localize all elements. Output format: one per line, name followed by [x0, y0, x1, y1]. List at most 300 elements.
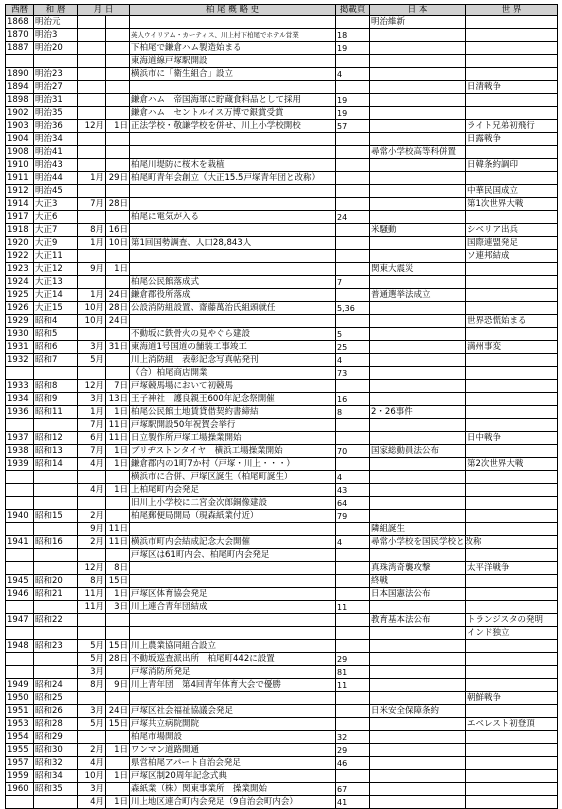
era-cell: 昭和6	[34, 341, 78, 354]
event-cell: 森紙業（株）関東事業所 操業開始	[130, 783, 336, 796]
page-cell	[336, 549, 370, 562]
year-cell: 1922	[6, 250, 34, 263]
month-cell: 8月	[78, 575, 106, 588]
era-cell	[34, 497, 78, 510]
month-cell: 1月	[78, 406, 106, 419]
world-cell	[466, 744, 558, 757]
japan-cell	[370, 185, 466, 198]
month-cell: 1月	[78, 172, 106, 185]
event-cell: 王子神社 護良親王600年記念祭開催	[130, 393, 336, 406]
event-cell	[130, 692, 336, 705]
event-cell: 柏尾市場開設	[130, 731, 336, 744]
month-cell	[78, 16, 106, 29]
japan-cell: 国家総動員法公布	[370, 445, 466, 458]
header-row	[6, 5, 558, 16]
world-cell	[466, 42, 558, 55]
table-row	[6, 341, 558, 354]
era-cell: 昭和29	[34, 731, 78, 744]
japan-cell: 2・26事件	[370, 406, 466, 419]
table-row	[6, 679, 558, 692]
event-cell: 正法学校・敬謙学校を併せ、川上小学校開校	[130, 120, 336, 133]
page-cell	[336, 81, 370, 94]
japan-cell	[370, 159, 466, 172]
event-cell: 戸塚区制20周年記念式典	[130, 770, 336, 783]
month-cell	[78, 107, 106, 120]
day-cell: 1日	[106, 796, 130, 809]
event-cell: 柏尾に電気が入る	[130, 211, 336, 224]
day-cell	[106, 185, 130, 198]
era-cell: 大正13	[34, 276, 78, 289]
year-cell: 1936	[6, 406, 34, 419]
day-cell: 1日	[106, 744, 130, 757]
month-cell	[78, 68, 106, 81]
year-cell: 1939	[6, 458, 34, 471]
year-cell: 1920	[6, 237, 34, 250]
era-cell	[34, 549, 78, 562]
world-cell	[466, 419, 558, 432]
month-cell	[78, 42, 106, 55]
table-row	[6, 562, 558, 575]
year-cell: 1948	[6, 640, 34, 653]
japan-cell	[370, 198, 466, 211]
table-row	[6, 536, 558, 549]
page-cell: 57	[336, 120, 370, 133]
event-cell	[130, 16, 336, 29]
month-cell	[78, 250, 106, 263]
era-cell: 昭和12	[34, 432, 78, 445]
year-cell: 1946	[6, 588, 34, 601]
table-row	[6, 523, 558, 536]
table-row	[6, 263, 558, 276]
year-cell: 1929	[6, 315, 34, 328]
page-cell: 4	[336, 471, 370, 484]
table-row	[6, 159, 558, 172]
era-cell: 昭和32	[34, 757, 78, 770]
japan-cell	[370, 640, 466, 653]
world-cell	[466, 770, 558, 783]
year-cell: 1953	[6, 718, 34, 731]
world-cell: 中華民国成立	[466, 185, 558, 198]
year-cell: 1931	[6, 341, 34, 354]
month-cell: 2月	[78, 744, 106, 757]
event-cell: ブリヂストンタイヤ 横浜工場操業開始	[130, 445, 336, 458]
year-cell	[6, 419, 34, 432]
year-cell: 1938	[6, 445, 34, 458]
table-row	[6, 627, 558, 640]
table-row	[6, 640, 558, 653]
world-cell	[466, 640, 558, 653]
day-cell	[106, 627, 130, 640]
month-cell: 10月	[78, 315, 106, 328]
month-cell	[78, 159, 106, 172]
page-cell	[336, 198, 370, 211]
month-cell: 5月	[78, 354, 106, 367]
table-row	[6, 276, 558, 289]
era-cell	[34, 627, 78, 640]
table-row	[6, 458, 558, 471]
japan-cell	[370, 315, 466, 328]
page-cell: 79	[336, 510, 370, 523]
japan-cell	[370, 211, 466, 224]
event-cell	[130, 523, 336, 536]
world-cell: 世界恐慌始まる	[466, 315, 558, 328]
page-cell	[336, 640, 370, 653]
header-japanese-era: 和 暦	[34, 5, 78, 16]
header-world: 世 界	[466, 5, 558, 16]
page-cell	[336, 159, 370, 172]
world-cell	[466, 575, 558, 588]
event-cell: 柏尾公民館落成式	[130, 276, 336, 289]
day-cell: 1日	[106, 484, 130, 497]
japan-cell	[370, 302, 466, 315]
day-cell: 24日	[106, 705, 130, 718]
year-cell: 1923	[6, 263, 34, 276]
japan-cell	[370, 341, 466, 354]
era-cell: 昭和25	[34, 692, 78, 705]
day-cell	[106, 328, 130, 341]
world-cell	[466, 588, 558, 601]
world-cell	[466, 471, 558, 484]
world-cell	[466, 380, 558, 393]
day-cell: 11日	[106, 419, 130, 432]
event-cell: （合）柏尾商店開業	[130, 367, 336, 380]
day-cell	[106, 510, 130, 523]
year-cell: 1908	[6, 146, 34, 159]
japan-cell	[370, 497, 466, 510]
year-cell: 1902	[6, 107, 34, 120]
year-cell: 1930	[6, 328, 34, 341]
world-cell	[466, 484, 558, 497]
day-cell: 3日	[106, 601, 130, 614]
world-cell	[466, 445, 558, 458]
table-row	[6, 471, 558, 484]
era-cell: 明治41	[34, 146, 78, 159]
event-cell	[130, 627, 336, 640]
japan-cell	[370, 55, 466, 68]
world-cell	[466, 263, 558, 276]
page-cell	[336, 16, 370, 29]
japan-cell	[370, 237, 466, 250]
page-cell	[336, 55, 370, 68]
page-cell: 29	[336, 653, 370, 666]
table-row	[6, 393, 558, 406]
table-row	[6, 705, 558, 718]
day-cell	[106, 159, 130, 172]
page-cell: 11	[336, 601, 370, 614]
japan-cell	[370, 250, 466, 263]
event-cell	[130, 315, 336, 328]
world-cell	[466, 94, 558, 107]
era-cell: 昭和28	[34, 718, 78, 731]
day-cell: 24日	[106, 315, 130, 328]
year-cell	[6, 653, 34, 666]
month-cell: 9月	[78, 523, 106, 536]
world-cell: 日露戦争	[466, 133, 558, 146]
page-cell: 81	[336, 666, 370, 679]
page-cell	[336, 523, 370, 536]
event-cell	[130, 263, 336, 276]
page-cell: 19	[336, 107, 370, 120]
day-cell	[106, 146, 130, 159]
world-cell: 第1次世界大戦	[466, 198, 558, 211]
page-cell	[336, 562, 370, 575]
month-cell	[78, 94, 106, 107]
event-cell: 戸塚区体育協会発足	[130, 588, 336, 601]
japan-cell	[370, 458, 466, 471]
era-cell: 昭和24	[34, 679, 78, 692]
month-cell: 3月	[78, 783, 106, 796]
era-cell: 明治44	[34, 172, 78, 185]
world-cell	[466, 16, 558, 29]
event-cell: 戸塚共立病院開院	[130, 718, 336, 731]
table-row	[6, 575, 558, 588]
event-cell: 川上農業協同組合設立	[130, 640, 336, 653]
japan-cell	[370, 744, 466, 757]
day-cell: 13日	[106, 393, 130, 406]
page-cell	[336, 770, 370, 783]
year-cell: 1954	[6, 731, 34, 744]
month-cell	[78, 692, 106, 705]
year-cell	[6, 796, 34, 809]
page-cell	[336, 588, 370, 601]
japan-cell	[370, 393, 466, 406]
japan-cell	[370, 627, 466, 640]
event-cell: 鎌倉ハム 帝国海軍に貯蔵食料品として採用	[130, 94, 336, 107]
event-cell: 柏尾郵便局開局（現森紙業付近）	[130, 510, 336, 523]
page-cell: 41	[336, 796, 370, 809]
world-cell	[466, 302, 558, 315]
japan-cell: 日本国憲法公布	[370, 588, 466, 601]
page-cell: 4	[336, 68, 370, 81]
era-cell	[34, 666, 78, 679]
japan-cell	[370, 471, 466, 484]
japan-cell	[370, 653, 466, 666]
month-cell: 2月	[78, 536, 106, 549]
page-cell: 46	[336, 757, 370, 770]
japan-cell	[370, 120, 466, 133]
table-row	[6, 289, 558, 302]
table-row	[6, 367, 558, 380]
page-cell: 70	[336, 445, 370, 458]
year-cell: 1924	[6, 276, 34, 289]
japan-cell: 米騒動	[370, 224, 466, 237]
header-western-year: 西暦	[6, 5, 34, 16]
world-cell: エベレスト初登頂	[466, 718, 558, 731]
header-month-day: 月 日	[78, 5, 130, 16]
japan-cell	[370, 42, 466, 55]
table-row	[6, 770, 558, 783]
japan-cell: 真珠湾奇襲攻撃	[370, 562, 466, 575]
month-cell: 1月	[78, 289, 106, 302]
month-cell: 2月	[78, 510, 106, 523]
era-cell: 大正3	[34, 198, 78, 211]
table-row	[6, 484, 558, 497]
world-cell: シベリア出兵	[466, 224, 558, 237]
event-cell: 横浜市に合併、戸塚区誕生（柏尾町誕生）	[130, 471, 336, 484]
japan-cell	[370, 107, 466, 120]
era-cell: 明治43	[34, 159, 78, 172]
year-cell: 1904	[6, 133, 34, 146]
world-cell	[466, 328, 558, 341]
event-cell: 川上青年団 第4回青年体育大会で優勝	[130, 679, 336, 692]
day-cell	[106, 354, 130, 367]
era-cell	[34, 419, 78, 432]
year-cell: 1911	[6, 172, 34, 185]
world-cell: ソ連邦結成	[466, 250, 558, 263]
japan-cell	[370, 68, 466, 81]
month-cell: 6月	[78, 432, 106, 445]
page-cell: 5,36	[336, 302, 370, 315]
era-cell: 明治35	[34, 107, 78, 120]
world-cell: 朝鮮戦争	[466, 692, 558, 705]
era-cell: 大正7	[34, 224, 78, 237]
world-cell: ライト兄弟初飛行	[466, 120, 558, 133]
world-cell	[466, 653, 558, 666]
era-cell	[34, 653, 78, 666]
year-cell: 1934	[6, 393, 34, 406]
japan-cell	[370, 380, 466, 393]
month-cell: 10月	[78, 770, 106, 783]
era-cell: 昭和15	[34, 510, 78, 523]
table-row	[6, 601, 558, 614]
table-row	[6, 614, 558, 627]
era-cell	[34, 471, 78, 484]
table-row	[6, 172, 558, 185]
table-row	[6, 133, 558, 146]
day-cell	[106, 497, 130, 510]
day-cell: 28日	[106, 653, 130, 666]
world-cell	[466, 783, 558, 796]
japan-cell	[370, 432, 466, 445]
year-cell: 1910	[6, 159, 34, 172]
world-cell	[466, 666, 558, 679]
day-cell: 9日	[106, 679, 130, 692]
era-cell	[34, 562, 78, 575]
event-cell: 公設消防組設置、齋藤萬治氏組頭就任	[130, 302, 336, 315]
day-cell: 1日	[106, 263, 130, 276]
year-cell	[6, 55, 34, 68]
day-cell	[106, 757, 130, 770]
era-cell: 明治31	[34, 94, 78, 107]
page-cell: 19	[336, 42, 370, 55]
table-row	[6, 432, 558, 445]
era-cell: 大正14	[34, 289, 78, 302]
year-cell: 1887	[6, 42, 34, 55]
year-cell: 1937	[6, 432, 34, 445]
world-cell: 日清戦争	[466, 81, 558, 94]
event-cell: ワンマン道路開通	[130, 744, 336, 757]
month-cell: 3月	[78, 393, 106, 406]
page-cell: 29	[336, 744, 370, 757]
page-cell: 16	[336, 393, 370, 406]
era-cell: 大正12	[34, 263, 78, 276]
day-cell: 15日	[106, 575, 130, 588]
day-cell	[106, 783, 130, 796]
event-cell	[130, 614, 336, 627]
japan-cell	[370, 328, 466, 341]
table-row	[6, 198, 558, 211]
page-cell	[336, 315, 370, 328]
table-row	[6, 757, 558, 770]
month-cell: 7月	[78, 445, 106, 458]
world-cell	[466, 679, 558, 692]
table-row	[6, 146, 558, 159]
day-cell: 31日	[106, 341, 130, 354]
year-cell: 1932	[6, 354, 34, 367]
year-cell: 1941	[6, 536, 34, 549]
event-cell: 戸塚消防所発足	[130, 666, 336, 679]
era-cell: 明治20	[34, 42, 78, 55]
japan-cell: 隣組誕生	[370, 523, 466, 536]
japan-cell	[370, 81, 466, 94]
month-cell: 3月	[78, 666, 106, 679]
page-cell: 18	[336, 29, 370, 42]
year-cell	[6, 523, 34, 536]
table-row	[6, 588, 558, 601]
world-cell: 国際連盟発足	[466, 237, 558, 250]
page-cell	[336, 263, 370, 276]
event-cell	[130, 562, 336, 575]
japan-cell	[370, 731, 466, 744]
world-cell	[466, 68, 558, 81]
day-cell	[106, 666, 130, 679]
month-cell: 5月	[78, 718, 106, 731]
month-cell: 11月	[78, 601, 106, 614]
month-cell: 3月	[78, 341, 106, 354]
event-cell: 旧川上小学校に二宮金次郎銅像建設	[130, 497, 336, 510]
event-cell: 第1回国勢調査、人口28,843人	[130, 237, 336, 250]
era-cell: 昭和30	[34, 744, 78, 757]
day-cell: 28日	[106, 198, 130, 211]
page-cell: 43	[336, 484, 370, 497]
era-cell: 昭和5	[34, 328, 78, 341]
page-cell	[336, 146, 370, 159]
table-row	[6, 744, 558, 757]
page-cell: 4	[336, 536, 370, 549]
day-cell	[106, 731, 130, 744]
page-cell: 67	[336, 783, 370, 796]
page-cell	[336, 627, 370, 640]
header-kashio-history: 柏 尾 概 略 史	[130, 5, 336, 16]
year-cell: 1960	[6, 783, 34, 796]
year-cell: 1925	[6, 289, 34, 302]
table-row	[6, 510, 558, 523]
month-cell	[78, 731, 106, 744]
table-row	[6, 16, 558, 29]
day-cell: 1日	[106, 445, 130, 458]
table-row	[6, 250, 558, 263]
page-cell	[336, 185, 370, 198]
page-cell: 5	[336, 328, 370, 341]
japan-cell	[370, 29, 466, 42]
table-row	[6, 796, 558, 809]
era-cell: 大正15	[34, 302, 78, 315]
event-cell: 川上消防組 表彰記念写真帖発刊	[130, 354, 336, 367]
event-cell: 川上地区連合町内会発足（9自治会町内会）	[130, 796, 336, 809]
world-cell	[466, 172, 558, 185]
era-cell: 昭和14	[34, 458, 78, 471]
month-cell: 3月	[78, 705, 106, 718]
month-cell	[78, 29, 106, 42]
year-cell	[6, 562, 34, 575]
year-cell	[6, 497, 34, 510]
chronology-body	[6, 16, 558, 809]
table-row	[6, 211, 558, 224]
month-cell: 5月	[78, 653, 106, 666]
era-cell: 昭和7	[34, 354, 78, 367]
japan-cell	[370, 601, 466, 614]
year-cell	[6, 549, 34, 562]
